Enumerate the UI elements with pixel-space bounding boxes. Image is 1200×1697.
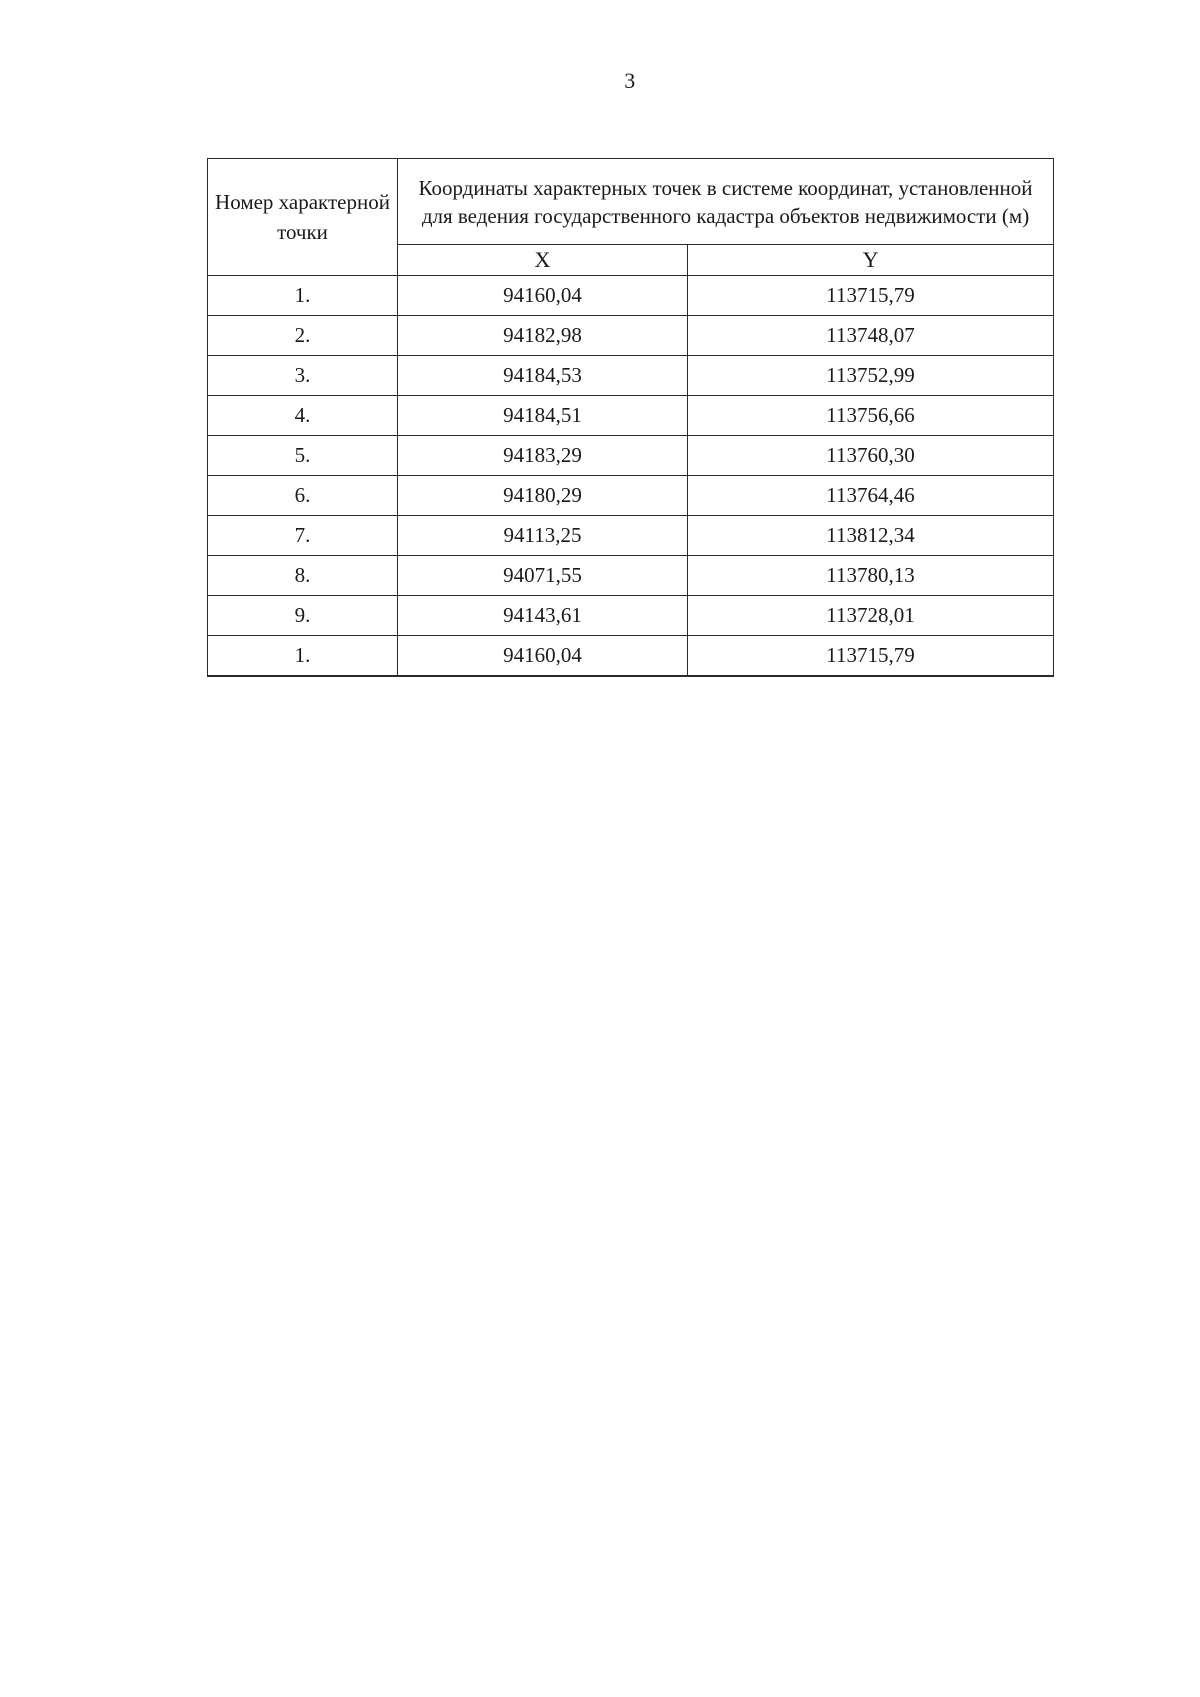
- y-value: 113752,99: [688, 356, 1054, 396]
- x-value: 94184,51: [398, 396, 688, 436]
- y-value: 113748,07: [688, 316, 1054, 356]
- x-value: 94184,53: [398, 356, 688, 396]
- x-value: 94113,25: [398, 516, 688, 556]
- x-value: 94180,29: [398, 476, 688, 516]
- header-y: Y: [688, 245, 1054, 276]
- point-number: 3.: [208, 356, 398, 396]
- point-number: 6.: [208, 476, 398, 516]
- table-row: [208, 516, 1054, 556]
- point-number: 7.: [208, 516, 398, 556]
- point-number: 1.: [208, 636, 398, 677]
- table-row: [208, 436, 1054, 476]
- point-number: 9.: [208, 596, 398, 636]
- table-header-row: [208, 159, 1054, 245]
- y-value: 113760,30: [688, 436, 1054, 476]
- y-value: 113728,01: [688, 596, 1054, 636]
- x-value: 94071,55: [398, 556, 688, 596]
- table-row: [208, 596, 1054, 636]
- x-value: 94160,04: [398, 636, 688, 677]
- y-value: 113715,79: [688, 276, 1054, 316]
- table-row: [208, 316, 1054, 356]
- table-row: [208, 356, 1054, 396]
- coordinates-table: [207, 158, 1054, 677]
- point-number: 2.: [208, 316, 398, 356]
- point-number: 5.: [208, 436, 398, 476]
- header-point-number: Номер характерной точки: [208, 159, 398, 276]
- x-value: 94182,98: [398, 316, 688, 356]
- point-number: 1.: [208, 276, 398, 316]
- table-row: [208, 476, 1054, 516]
- header-x: X: [398, 245, 688, 276]
- y-value: 113715,79: [688, 636, 1054, 677]
- page-number: 3: [624, 68, 636, 93]
- table-row: [208, 396, 1054, 436]
- y-value: 113756,66: [688, 396, 1054, 436]
- y-value: 113812,34: [688, 516, 1054, 556]
- table-row: [208, 556, 1054, 596]
- point-number: 4.: [208, 396, 398, 436]
- header-coordinates: Координаты характерных точек в системе координат, установленной для ведения государственного кадастра объектов недвижимости (м): [398, 159, 1054, 245]
- point-number: 8.: [208, 556, 398, 596]
- table-row: [208, 276, 1054, 316]
- y-value: 113780,13: [688, 556, 1054, 596]
- x-value: 94183,29: [398, 436, 688, 476]
- x-value: 94143,61: [398, 596, 688, 636]
- y-value: 113764,46: [688, 476, 1054, 516]
- table-row: [208, 636, 1054, 677]
- x-value: 94160,04: [398, 276, 688, 316]
